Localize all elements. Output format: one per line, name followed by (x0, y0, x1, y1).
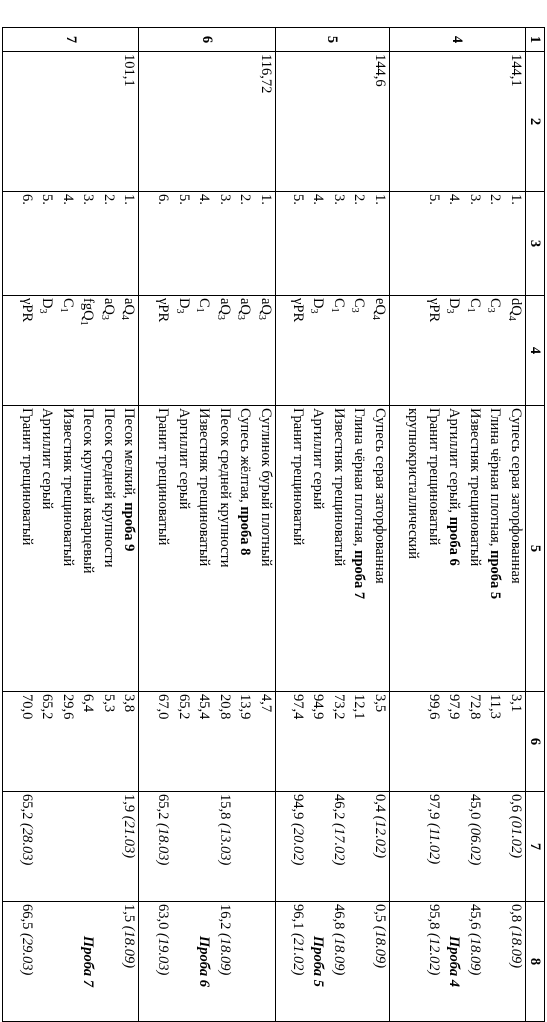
description-line (402, 408, 423, 689)
text-fragment: Гранит трещиноватый (426, 408, 442, 546)
index-code (254, 298, 275, 403)
water-level-line (15, 794, 36, 899)
water-level-line (193, 904, 214, 1019)
description-line (36, 408, 57, 689)
water-level-steady (389, 902, 525, 1022)
water-level-line (234, 794, 255, 899)
water-level-line (505, 794, 526, 899)
water-level-line (368, 794, 389, 899)
index-main: C (196, 298, 213, 308)
water-level-appeared (275, 792, 389, 902)
text-fragment: Известняк трещиноватый (59, 408, 76, 567)
layer-numbers (139, 192, 275, 296)
description-line (77, 408, 98, 689)
water-level-line (172, 904, 193, 1019)
depth-value: 20,8 (216, 694, 233, 720)
description-line (348, 408, 369, 689)
text-fragment: Глина чёрная плотная, (487, 408, 504, 551)
text-fragment: (17.02) (330, 823, 347, 866)
layer-number: 1. (508, 194, 524, 205)
index-subscript: 4 (119, 314, 131, 320)
text-fragment: Песок крупный кварцевый (80, 408, 97, 574)
geologic-index (389, 296, 525, 406)
layer-number: 5. (39, 194, 56, 205)
text-fragment: (11.02) (426, 823, 442, 865)
index-subscript: 3 (444, 308, 456, 314)
index-code (327, 298, 348, 403)
layer-number: 1. (257, 194, 274, 205)
description-line (97, 408, 118, 689)
text-fragment: 16,2 (216, 904, 233, 933)
index-subscript: 3 (214, 314, 226, 320)
water-level-line (254, 904, 275, 1019)
water-level-steady (3, 902, 139, 1022)
layer-number: 1. (121, 194, 138, 205)
water-level-line (97, 794, 118, 899)
layer-number: 3. (80, 194, 97, 205)
description-line (505, 408, 526, 689)
layer-number: 3. (467, 194, 483, 205)
index-main: D (310, 298, 327, 309)
text-fragment: Гранит трещиноватый (289, 408, 306, 546)
water-level-line (56, 794, 77, 899)
depth-value: 5,3 (100, 694, 117, 713)
water-level-line (193, 794, 214, 899)
column-header-5: 5 (526, 406, 545, 692)
water-level-line (77, 794, 98, 899)
description-line (15, 408, 36, 689)
layer-number: 2. (237, 194, 254, 205)
well-row-4 (389, 28, 525, 1022)
description-line (443, 408, 464, 689)
index-main: γPR (289, 298, 306, 323)
well-row-7 (3, 28, 139, 1022)
column-header-8: 8 (526, 902, 545, 1022)
water-level-line (286, 904, 307, 1019)
text-fragment: Аргиллит серый, (446, 408, 463, 517)
layer-number: 2. (487, 194, 504, 205)
text-fragment: Известняк трещиноватый (467, 408, 483, 567)
text-fragment: (18.09) (121, 925, 138, 969)
layer-numbers (3, 192, 139, 296)
water-level-line (56, 904, 77, 1019)
depth-value: 29,6 (59, 694, 76, 720)
geologic-index (275, 296, 389, 406)
water-level-line (36, 794, 57, 899)
elevation: 116,72 (139, 52, 275, 192)
water-level-line (423, 794, 444, 899)
text-fragment: Известняк трещиноватый (330, 408, 347, 567)
text-fragment: (13.03) (216, 823, 233, 866)
index-subscript: 3 (308, 308, 320, 314)
water-level-line (484, 794, 505, 899)
layer-depth (275, 692, 389, 792)
index-code (307, 298, 328, 403)
water-level-steady (139, 902, 275, 1022)
water-level-line (443, 794, 464, 899)
lithology-description (389, 406, 525, 692)
depth-value: 12,1 (351, 694, 368, 720)
text-fragment: 65,2 (155, 794, 172, 823)
water-level-line (118, 904, 139, 1019)
elevation: 144,6 (275, 52, 389, 192)
index-code (286, 298, 307, 403)
depth-value: 3,5 (371, 694, 388, 713)
index-main: γPR (155, 298, 172, 323)
depth-value: 13,9 (237, 694, 254, 720)
text-fragment: 65,2 (18, 794, 35, 823)
index-main: C (487, 298, 504, 308)
water-level-line (152, 904, 173, 1019)
well-number: 7 (3, 28, 139, 52)
layer-depth (3, 692, 139, 792)
text-fragment: Глина чёрная плотная, (351, 408, 368, 551)
column-header-1: 1 (526, 28, 545, 52)
text-fragment: Песок средней крупности (216, 408, 233, 568)
water-level-line (286, 794, 307, 899)
text-fragment: Супесь серая заторфованная (371, 408, 388, 584)
index-subscript: 1 (78, 320, 90, 326)
description-line (56, 408, 77, 689)
text-fragment: Супесь жёлтая, (237, 408, 254, 507)
index-main: dQ (508, 298, 524, 316)
index-code (234, 298, 255, 403)
column-header-3: 3 (526, 192, 545, 296)
index-code (172, 298, 193, 403)
text-fragment: крупнокристаллический (405, 408, 422, 560)
text-fragment: 45,0 (467, 794, 483, 823)
index-main: aQ (121, 298, 138, 315)
text-fragment: (12.02) (426, 933, 442, 976)
text-fragment: Песок мелкий, (121, 408, 138, 503)
layer-number: 1. (371, 194, 388, 205)
layer-depth (389, 692, 525, 792)
index-subscript: 3 (98, 314, 110, 320)
layer-number: 3. (216, 194, 233, 205)
text-fragment: (28.03) (18, 823, 35, 866)
text-fragment: 15,8 (216, 794, 233, 823)
index-code (368, 298, 389, 403)
index-main: D (39, 298, 56, 309)
text-fragment: Аргиллит серый (39, 408, 56, 510)
water-level-line (423, 904, 444, 1019)
text-fragment: Проба 4 (446, 935, 463, 988)
depth-value: 72,8 (467, 694, 483, 720)
description-line (286, 408, 307, 689)
text-fragment: (18.09) (508, 925, 524, 969)
description-line (193, 408, 214, 689)
depth-value: 65,2 (175, 694, 192, 720)
text-fragment: (18.09) (216, 933, 233, 976)
index-code (505, 298, 526, 403)
water-level-line (172, 794, 193, 899)
index-main: aQ (216, 298, 233, 315)
text-fragment: Гранит трещиноватый (18, 408, 35, 546)
depth-value: 97,4 (289, 694, 306, 720)
text-fragment: Проба 7 (80, 935, 97, 988)
well-number: 6 (139, 28, 275, 52)
text-fragment: проба 8 (237, 506, 254, 556)
water-level-line (327, 904, 348, 1019)
text-fragment: 97,9 (426, 794, 442, 823)
index-subscript: 1 (194, 307, 206, 313)
description-line (234, 408, 255, 689)
index-main: γPR (426, 298, 442, 323)
depth-value: 97,9 (446, 694, 463, 720)
index-main: γPR (18, 298, 35, 323)
geologic-index (3, 296, 139, 406)
water-level-appeared (389, 792, 525, 902)
text-fragment: проба 7 (351, 550, 368, 600)
water-level-steady (275, 902, 389, 1022)
water-level-line (348, 904, 369, 1019)
well-row-5 (275, 28, 389, 1022)
elevation: 101,1 (3, 52, 139, 192)
text-fragment: (18.03) (155, 823, 172, 866)
index-subscript: 3 (173, 308, 185, 314)
description-line (118, 408, 139, 689)
text-fragment: Гранит трещиноватый (155, 408, 172, 546)
index-code (118, 298, 139, 403)
well-row-6 (139, 28, 275, 1022)
water-level-line (505, 904, 526, 1019)
water-level-line (484, 904, 505, 1019)
index-code (152, 298, 173, 403)
index-code (213, 298, 234, 403)
text-fragment: (18.09) (467, 933, 483, 976)
text-fragment: 46,8 (330, 904, 347, 933)
layer-number: 5. (426, 194, 442, 205)
layer-number: 5. (175, 194, 192, 205)
layer-depth (139, 692, 275, 792)
text-fragment: 0,6 (508, 794, 524, 816)
elevation: 144,1 (389, 52, 525, 192)
text-fragment: Песок средней крупности (100, 408, 117, 568)
water-level-line (36, 904, 57, 1019)
water-level-line (307, 794, 328, 899)
text-fragment: 1,9 (121, 794, 138, 816)
water-level-line (213, 794, 234, 899)
header-row (526, 28, 545, 1022)
description-line (152, 408, 173, 689)
text-fragment: проба 6 (446, 516, 463, 566)
text-fragment: 1,5 (121, 904, 138, 926)
layer-number: 3. (330, 194, 347, 205)
text-fragment: (06.02) (467, 823, 483, 866)
index-code (193, 298, 214, 403)
depth-value: 6,4 (80, 694, 97, 713)
column-header-7: 7 (526, 792, 545, 902)
text-fragment: Проба 6 (196, 935, 213, 988)
index-subscript: 3 (235, 314, 247, 320)
text-fragment: 66,5 (18, 904, 35, 933)
text-fragment: 46,2 (330, 794, 347, 823)
index-subscript: 1 (328, 307, 340, 313)
text-fragment: 96,1 (289, 904, 306, 933)
index-subscript: 3 (485, 307, 497, 313)
layer-numbers (389, 192, 525, 296)
layer-number: 4. (310, 194, 327, 205)
depth-value: 4,7 (257, 694, 274, 713)
index-main: eQ (371, 298, 388, 315)
index-main: D (446, 298, 463, 309)
description-line (423, 408, 444, 689)
depth-value: 11,3 (487, 694, 504, 719)
description-line (307, 408, 328, 689)
water-level-line (15, 904, 36, 1019)
water-level-line (348, 794, 369, 899)
depth-value: 65,2 (39, 694, 56, 720)
index-main: aQ (237, 298, 254, 315)
water-level-line (152, 794, 173, 899)
depth-value: 67,0 (155, 694, 172, 720)
description-line (172, 408, 193, 689)
water-level-line (213, 904, 234, 1019)
index-code (36, 298, 57, 403)
index-subscript: 3 (349, 307, 361, 313)
index-code (484, 298, 505, 403)
index-main: D (175, 298, 192, 309)
layer-number: 6. (18, 194, 35, 205)
depth-value: 3,1 (508, 694, 524, 713)
water-level-line (97, 904, 118, 1019)
text-fragment: 0,4 (371, 794, 388, 816)
water-level-line (464, 794, 485, 899)
text-fragment: (20.02) (289, 823, 306, 866)
text-fragment: (21.03) (121, 815, 138, 859)
water-level-line (464, 904, 485, 1019)
index-subscript: 3 (37, 308, 49, 314)
text-fragment: Аргиллит серый (175, 408, 192, 510)
text-fragment: (12.02) (371, 815, 388, 859)
text-fragment: проба 5 (487, 550, 504, 600)
well-number: 4 (389, 28, 525, 52)
text-fragment: (18.09) (371, 925, 388, 969)
water-level-line (368, 904, 389, 1019)
index-code (443, 298, 464, 403)
index-main: C (330, 298, 347, 308)
column-header-2: 2 (526, 52, 545, 192)
layer-number: 2. (100, 194, 117, 205)
index-main: C (59, 298, 76, 308)
geology-table (2, 27, 545, 1022)
index-code (423, 298, 444, 403)
water-level-line (118, 794, 139, 899)
text-fragment: 63,0 (155, 904, 172, 933)
index-code (464, 298, 485, 403)
text-fragment: Суглинок бурый плотный (257, 408, 274, 567)
depth-value: 99,6 (426, 694, 442, 720)
layer-number: 6. (155, 194, 172, 205)
text-fragment: (21.02) (289, 933, 306, 976)
text-fragment: 0,8 (508, 904, 524, 926)
index-code (97, 298, 118, 403)
lithology-description (139, 406, 275, 692)
text-fragment: 45,6 (467, 904, 483, 933)
water-level-line (327, 794, 348, 899)
index-main: fgQ (80, 298, 97, 321)
text-fragment: (29.03) (18, 933, 35, 976)
index-subscript: 3 (255, 314, 267, 320)
index-code (56, 298, 77, 403)
text-fragment: (18.09) (330, 933, 347, 976)
layer-numbers (275, 192, 389, 296)
index-code (348, 298, 369, 403)
index-subscript: 1 (57, 307, 69, 313)
index-subscript: 1 (465, 307, 476, 313)
text-fragment: Проба 5 (310, 935, 327, 988)
index-main: C (351, 298, 368, 308)
layer-number: 4. (59, 194, 76, 205)
description-line (213, 408, 234, 689)
text-fragment: 94,9 (289, 794, 306, 823)
index-main: aQ (100, 298, 117, 315)
water-level-appeared (139, 792, 275, 902)
description-line (484, 408, 505, 689)
description-line (464, 408, 485, 689)
text-fragment: Известняк трещиноватый (196, 408, 213, 567)
water-level-appeared (3, 792, 139, 902)
column-header-4: 4 (526, 296, 545, 406)
index-subscript: 4 (369, 314, 381, 320)
geologic-index (139, 296, 275, 406)
text-fragment: 95,8 (426, 904, 442, 933)
description-line (254, 408, 275, 689)
well-number: 5 (275, 28, 389, 52)
text-fragment: Аргиллит серый (310, 408, 327, 510)
description-line (368, 408, 389, 689)
depth-value: 45,4 (196, 694, 213, 720)
index-code (15, 298, 36, 403)
water-level-line (443, 904, 464, 1019)
depth-value: 3,8 (121, 694, 138, 713)
text-fragment: (19.03) (155, 933, 172, 976)
water-level-line (77, 904, 98, 1019)
index-main: aQ (257, 298, 274, 315)
depth-value: 94,9 (310, 694, 327, 720)
depth-value: 70,0 (18, 694, 35, 720)
layer-number: 4. (196, 194, 213, 205)
water-level-line (234, 904, 255, 1019)
layer-number: 4. (446, 194, 463, 205)
table-body (3, 28, 526, 1022)
layer-number: 5. (289, 194, 306, 205)
column-header-6: 6 (526, 692, 545, 792)
index-code (77, 298, 98, 403)
index-main: C (467, 298, 483, 308)
text-fragment: 0,5 (371, 904, 388, 926)
index-subscript: 4 (506, 315, 517, 321)
text-fragment: Супесь серая заторфованная (508, 408, 524, 584)
layer-number: 2. (351, 194, 368, 205)
water-level-line (307, 904, 328, 1019)
text-fragment: проба 9 (121, 502, 138, 552)
lithology-description (3, 406, 139, 692)
text-fragment: (01.02) (508, 815, 524, 859)
depth-value: 73,2 (330, 694, 347, 720)
lithology-description (275, 406, 389, 692)
water-level-line (254, 794, 275, 899)
description-line (327, 408, 348, 689)
